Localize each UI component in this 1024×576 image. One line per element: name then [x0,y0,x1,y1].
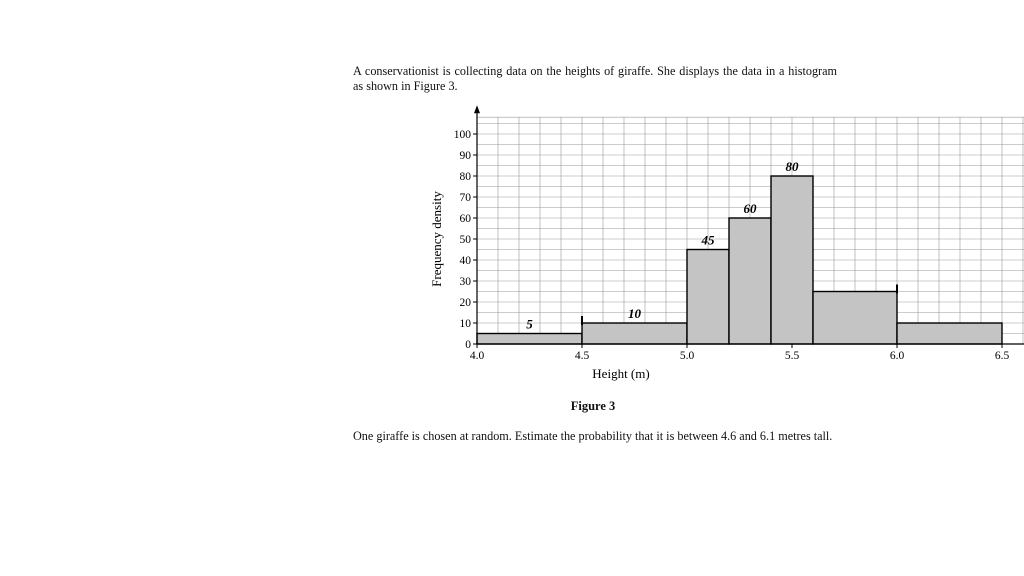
y-tick-label: 10 [459,318,471,330]
annotation-label: 60 [743,201,757,216]
histogram-bar-7 [897,323,1002,344]
histogram-bar-1 [477,334,582,345]
histogram-bar-3 [687,250,729,345]
y-tick-label: 60 [459,213,471,225]
annotation-label: 5 [526,316,533,332]
histogram-bar-2 [582,323,687,344]
figure-caption: Figure 3 [570,399,616,413]
y-tick-label: 90 [459,150,471,162]
histogram-bar-6 [813,292,897,345]
question-task: One giraffe is chosen at random. Estimate the probability that it is between 4.6 and 6.1 metres tall. [353,429,833,443]
y-tick-label: 20 [459,297,471,309]
annotation-label: 80 [785,159,799,174]
y-tick-labels [454,129,477,351]
histogram-bar-4 [729,218,771,344]
question-intro: A conservationist is collecting data on the heights of giraffe. She displays the data in a histogram as shown in Figure 3. [353,64,837,93]
y-tick-label: 100 [453,129,471,141]
x-tick-label: 4.0 [469,350,485,362]
y-tick-label: 50 [459,234,471,246]
x-tick-labels [470,344,1010,362]
x-axis-label: Height (m) [592,366,650,381]
y-tick-label: 0 [465,339,471,351]
x-tick-label: 5.5 [784,350,800,362]
x-tick-label: 4.5 [574,350,590,362]
annotation-label: 10 [628,306,641,321]
x-tick-label: 6.5 [994,350,1010,362]
y-tick-label: 70 [459,192,471,204]
y-axis-arrow-icon [474,105,480,113]
histogram-figure [420,105,1010,395]
histogram-bar-5 [771,176,813,344]
x-tick-label: 5.0 [679,350,695,362]
y-tick-label: 80 [459,171,471,183]
y-tick-label: 30 [459,276,471,288]
y-tick-label: 40 [459,255,471,267]
y-axis-label: Frequency density [429,191,444,287]
annotation-label: 45 [701,232,715,248]
x-tick-label: 6.0 [889,350,905,362]
